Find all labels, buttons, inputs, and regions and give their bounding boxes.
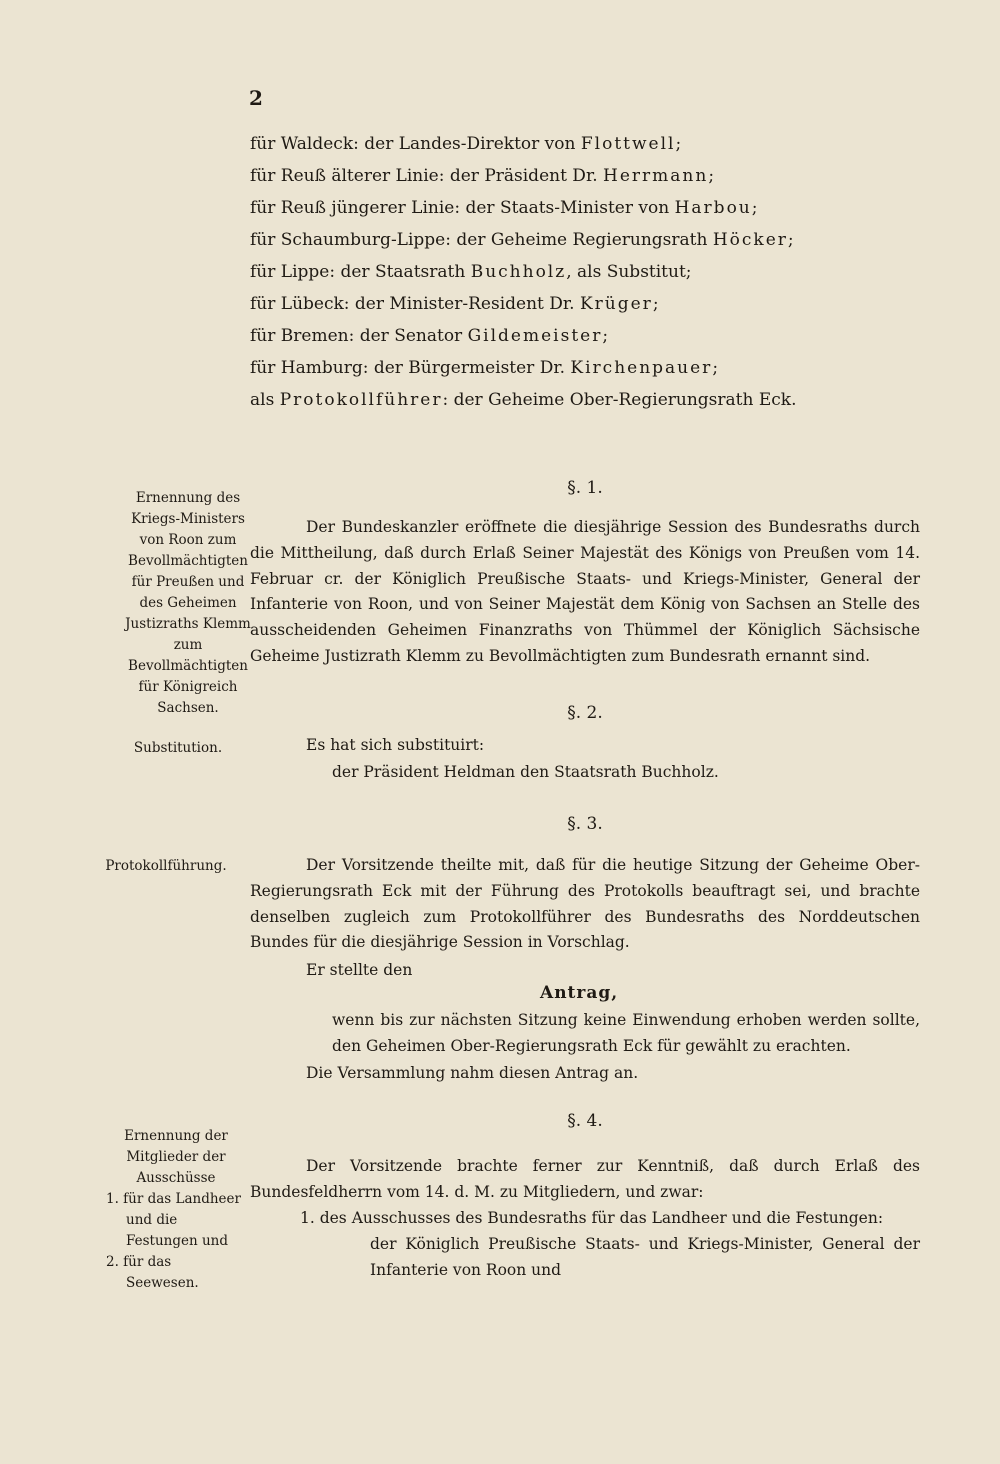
paragraph: Der Vorsitzende brachte ferner zur Kenntniß, daß durch Erlaß des Bundesfeldherrn vom 14. d. M. zu Mitgliedern, und zwar: (250, 1157, 920, 1201)
list-item: 1. des Ausschusses des Bundesraths für das Landheer und die Festungen: (300, 1209, 884, 1227)
attendance-line: für Reuß jüngerer Linie: der Staats-Minister von Harbou; (250, 198, 758, 218)
attendance-line: für Lübeck: der Minister-Resident Dr. Krüger; (250, 294, 659, 314)
margin-note: Protokollführung. (105, 858, 227, 874)
section-heading: §. 2. (567, 703, 603, 723)
paragraph-line: Die Versammlung nahm diesen Antrag an. (306, 1064, 639, 1082)
section-heading: §. 1. (567, 478, 603, 498)
motion-text: wenn bis zur nächsten Sitzung keine Einwendung erhoben werden sollte, den Geheimen Ober-Regierungsrath Eck für gewählt zu erachten. (332, 1011, 920, 1055)
page-number: 2 (249, 86, 263, 110)
margin-title: Ernennung der Mitglieder der Ausschüsse (124, 1128, 228, 1186)
margin-item: 2. für das Seewesen. (106, 1254, 199, 1291)
margin-note: Substitution. (133, 740, 223, 756)
attendance-line: für Lippe: der Staatsrath Buchholz, als Substitut; (250, 262, 692, 282)
attendance-line: für Schaumburg-Lippe: der Geheime Regierungsrath Höcker; (250, 230, 794, 250)
paragraph: Der Vorsitzende theilte mit, daß für die heutige Sitzung der Geheime Ober-Regierungsrath Eck mit der Führung des Protokolls beauftragt sei, und brachte denselben zugleich zum Protokollführer des Bundesraths des Norddeutschen Bundes für die diesjährige Session in Vorschlag. (250, 856, 920, 952)
motion-heading: Antrag, (540, 983, 619, 1003)
section-heading: §. 4. (567, 1111, 603, 1131)
margin-item: 1. für das Landheer und die Festungen und (106, 1191, 241, 1249)
paragraph-line: der Präsident Heldman den Staatsrath Buchholz. (332, 763, 719, 781)
attendance-line: für Bremen: der Senator Gildemeister; (250, 326, 609, 346)
margin-note: Ernennung des Kriegs-Ministers von Roon zum Bevollmächtigten für Preußen und des Geheimen Justizraths Klemm zum Bevollmächtigten für Königreich Sachsen. (125, 490, 251, 716)
attendance-line: für Reuß älterer Linie: der Präsident Dr. Herrmann; (250, 166, 715, 186)
section-heading: §. 3. (567, 814, 603, 834)
paragraph-line: Es hat sich substituirt: (306, 736, 485, 754)
attendance-line: für Hamburg: der Bürgermeister Dr. Kirchenpauer; (250, 358, 719, 378)
list-continuation: der Königlich Preußische Staats- und Kriegs-Minister, General der Infanterie von Roon und (370, 1235, 920, 1279)
attendance-line: für Waldeck: der Landes-Direktor von Flottwell; (250, 134, 682, 154)
attendance-list (250, 128, 930, 416)
margin-note (106, 1126, 246, 1294)
attendance-line: als Protokollführer: der Geheime Ober-Regierungsrath Eck. (250, 390, 797, 410)
paragraph: Der Bundeskanzler eröffnete die diesjährige Session des Bundesraths durch die Mittheilung, daß durch Erlaß Seiner Majestät des Königs von Preußen vom 14. Februar cr. der Königlich Preußische Staats- und Kriegs-Minister, General der Infanterie von Roon, und von Seiner Majestät dem König von Sachsen an Stelle des ausscheidenden Geheimen Finanzraths von Thümmel der Königlich Sächsische Geheime Justizrath Klemm zu Bevollmächtigten zum Bundesrath ernannt sind. (250, 518, 920, 665)
paragraph-line: Er stellte den (306, 961, 413, 979)
